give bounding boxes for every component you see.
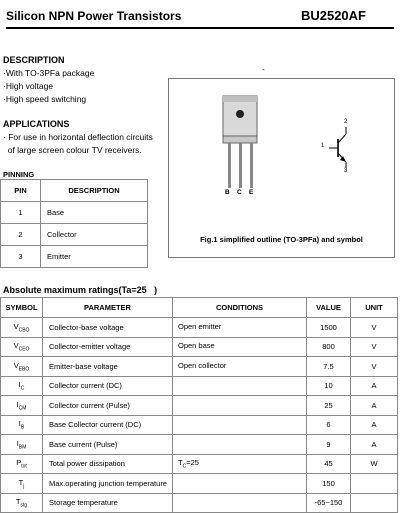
conditions-cell	[173, 376, 307, 396]
column-header: VALUE	[307, 298, 351, 318]
description-item: ·High voltage	[3, 81, 54, 91]
parameter-cell: Storage temperature	[43, 493, 173, 513]
conditions-cell	[173, 474, 307, 494]
applications-heading: APPLICATIONS	[3, 119, 70, 129]
lead-label-b: B	[225, 189, 230, 196]
symbol-subscript: stg	[20, 502, 28, 509]
column-header: UNIT	[351, 298, 398, 318]
pin-description: Base	[41, 202, 148, 224]
conditions-cell	[173, 415, 307, 435]
table-row	[1, 474, 398, 494]
condition-text: Open collector	[178, 360, 227, 370]
unit-cell: V	[351, 357, 398, 377]
symbol-letter: V	[13, 341, 19, 350]
figure-box	[168, 78, 395, 258]
pinning-heading: PINNING	[3, 170, 35, 179]
unit-cell: A	[351, 376, 398, 396]
pinning-table	[0, 179, 148, 268]
symbol-subscript: CM	[18, 405, 27, 411]
symbol-cell	[1, 474, 43, 494]
symbol-letter: T	[15, 497, 21, 506]
applications-line: of large screen colour TV receivers.	[3, 145, 142, 155]
table-row	[1, 415, 398, 435]
symbol-pin-2: 2	[344, 119, 348, 125]
description-heading: DESCRIPTION	[3, 55, 65, 65]
symbol-letter: I	[18, 419, 21, 428]
table-row	[1, 357, 398, 377]
stray-mark: -	[262, 65, 265, 74]
page-header	[6, 7, 394, 27]
symbol-cell	[1, 493, 43, 513]
symbol-subscript: tot	[21, 463, 27, 470]
symbol-cell	[1, 415, 43, 435]
value-cell: 800	[307, 337, 351, 357]
value-cell: 10	[307, 376, 351, 396]
symbol-cell	[1, 454, 43, 474]
unit-cell: A	[351, 435, 398, 455]
parameter-cell: Max.operating junction temperature	[43, 474, 173, 494]
unit-cell	[351, 493, 398, 513]
symbol-pin-3: 3	[344, 168, 348, 174]
pin-number: 3	[1, 246, 41, 268]
symbol-subscript: BM	[18, 444, 27, 450]
unit-cell: A	[351, 396, 398, 416]
figure-caption: Fig.1 simplified outline (TO-3PFa) and symbol	[200, 235, 363, 244]
symbol-cell	[1, 318, 43, 338]
parameter-cell: Base current (Pulse)	[43, 435, 173, 455]
conditions-cell	[173, 318, 307, 338]
header-rule	[6, 27, 394, 29]
conditions-cell	[173, 454, 307, 474]
table-row	[1, 435, 398, 455]
table-row	[1, 376, 398, 396]
table-row	[1, 493, 398, 513]
document-title: Silicon NPN Power Transistors	[6, 9, 182, 23]
table-row	[1, 396, 398, 416]
value-cell: 150	[307, 474, 351, 494]
table-row	[1, 224, 148, 246]
value-cell: 1500	[307, 318, 351, 338]
value-cell: 6	[307, 415, 351, 435]
symbol-letter: I	[16, 438, 19, 448]
description-item: ·High speed switching	[3, 94, 87, 104]
value-cell: 25	[307, 396, 351, 416]
symbol-letter: P	[16, 458, 22, 467]
symbol-pin-1: 1	[321, 143, 325, 149]
symbol-cell	[1, 435, 43, 455]
ratings-heading: Absolute maximum ratings(Ta=25 )	[3, 285, 158, 295]
parameter-cell: Total power dissipation	[43, 454, 173, 474]
column-header: DESCRIPTION	[41, 180, 148, 202]
column-header: PIN	[1, 180, 41, 202]
conditions-cell	[173, 357, 307, 377]
symbol-letter: V	[13, 360, 19, 370]
condition-text: Open base	[178, 341, 215, 350]
symbol-subscript: CBO	[18, 327, 30, 333]
symbol-cell	[1, 396, 43, 416]
pin-description: Collector	[41, 224, 148, 246]
table-row	[1, 318, 398, 338]
value-cell: -65~150	[307, 493, 351, 513]
pin-description: Emitter	[41, 246, 148, 268]
symbol-subscript: CEO	[18, 346, 30, 353]
conditions-cell	[173, 493, 307, 513]
table-row	[1, 246, 148, 268]
column-header: PARAMETER	[43, 298, 173, 318]
condition-subscript: C	[182, 463, 187, 470]
parameter-cell: Collector current (DC)	[43, 376, 173, 396]
pin-number: 1	[1, 202, 41, 224]
parameter-cell: Emitter-base voltage	[43, 357, 173, 377]
symbol-subscript: C	[20, 385, 25, 392]
value-cell: 7.5	[307, 357, 351, 377]
value-cell: 9	[307, 435, 351, 455]
table-row	[1, 202, 148, 224]
symbol-cell	[1, 357, 43, 377]
symbol-letter: I	[18, 380, 21, 389]
applications-line: · For use in horizontal deflection circuits	[3, 132, 153, 142]
symbol-cell	[1, 337, 43, 357]
symbol-letter: T	[18, 477, 24, 487]
value-cell: 45	[307, 454, 351, 474]
unit-cell: A	[351, 415, 398, 435]
parameter-cell: Base Collector current (DC)	[43, 415, 173, 435]
condition-text: T	[178, 458, 183, 467]
parameter-cell: Collector-base voltage	[43, 318, 173, 338]
part-number: BU2520AF	[300, 8, 366, 23]
unit-cell: V	[351, 337, 398, 357]
ratings-table	[0, 297, 398, 513]
table-header-row	[1, 180, 148, 202]
pin-number: 2	[1, 224, 41, 246]
table-header-row	[1, 298, 398, 318]
table-row	[1, 454, 398, 474]
symbol-cell	[1, 376, 43, 396]
conditions-cell	[173, 337, 307, 357]
lead-label-e: E	[249, 189, 254, 196]
column-header: SYMBOL	[1, 298, 43, 318]
unit-cell: V	[351, 318, 398, 338]
symbol-subscript: EBO	[18, 366, 30, 372]
table-row	[1, 337, 398, 357]
symbol-subscript: B	[20, 424, 25, 431]
symbol-letter: I	[16, 399, 19, 409]
condition-rest: =25	[186, 458, 199, 467]
description-item: ·With TO-3PFa package	[3, 68, 95, 78]
parameter-cell: Collector-emitter voltage	[43, 337, 173, 357]
lead-label-c: C	[237, 189, 242, 196]
unit-cell	[351, 474, 398, 494]
package-outline-drawing	[169, 79, 394, 229]
condition-text: Open emitter	[178, 321, 222, 331]
symbol-letter: V	[13, 321, 19, 331]
conditions-cell	[173, 396, 307, 416]
unit-cell: W	[351, 454, 398, 474]
parameter-cell: Collector current (Pulse)	[43, 396, 173, 416]
conditions-cell	[173, 435, 307, 455]
column-header: CONDITIONS	[173, 298, 307, 318]
symbol-subscript: j	[23, 483, 25, 489]
